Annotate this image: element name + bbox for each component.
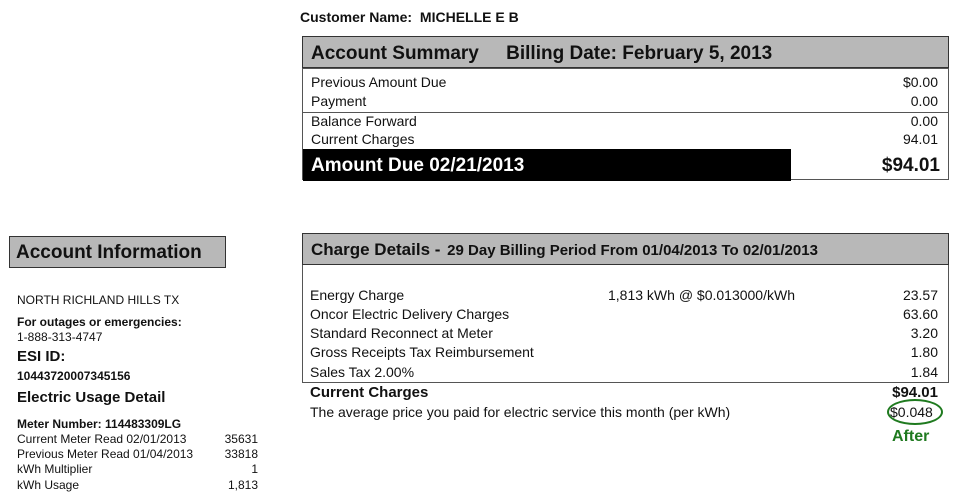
meter-row bbox=[17, 432, 258, 447]
average-price-text: The average price you paid for electric service this month (per kWh) bbox=[310, 404, 731, 420]
summary-row-value: 0.00 bbox=[910, 113, 938, 129]
meter-row bbox=[17, 447, 258, 462]
account-summary-title: Account Summary bbox=[311, 43, 479, 64]
outage-label: For outages or emergencies: bbox=[17, 315, 182, 329]
amount-due-value: $94.01 bbox=[881, 155, 940, 176]
meter-row-value: 1 bbox=[251, 462, 258, 476]
charge-row-value: 1.80 bbox=[910, 344, 938, 360]
service-city: NORTH RICHLAND HILLS TX bbox=[17, 293, 180, 307]
after-annotation: After bbox=[892, 428, 930, 445]
meter-row-value: 35631 bbox=[224, 432, 258, 446]
summary-row-value: $0.00 bbox=[902, 74, 938, 90]
current-charges-value: $94.01 bbox=[892, 384, 938, 401]
meter-row-label: Current Meter Read 02/01/2013 bbox=[17, 432, 187, 446]
charge-row-label: Sales Tax 2.00% bbox=[310, 364, 415, 380]
billing-date: Billing Date: February 5, 2013 bbox=[506, 43, 773, 64]
charge-details-title: Charge Details - bbox=[311, 240, 441, 259]
charge-row-label: Oncor Electric Delivery Charges bbox=[310, 306, 510, 322]
esi-id-value: 10443720007345156 bbox=[17, 369, 131, 383]
customer-name-value: MICHELLE E B bbox=[419, 9, 519, 25]
customer-name bbox=[300, 9, 519, 25]
current-charges-total bbox=[310, 384, 938, 401]
current-charges-label: Current Charges bbox=[310, 384, 429, 401]
summary-row-label: Current Charges bbox=[311, 131, 415, 147]
account-summary-header bbox=[302, 36, 949, 68]
charge-row-label: Energy Charge bbox=[310, 287, 405, 303]
meter-row-label: kWh Multiplier bbox=[17, 462, 93, 476]
average-price-value: $0.048 bbox=[890, 404, 933, 420]
charge-row-value: 1.84 bbox=[910, 364, 938, 380]
summary-row bbox=[311, 113, 938, 132]
summary-row bbox=[311, 74, 938, 93]
summary-row-value: 94.01 bbox=[902, 131, 938, 147]
account-information-header: Account Information bbox=[9, 236, 226, 268]
meter-number-label: Meter Number: bbox=[17, 417, 102, 431]
charge-row bbox=[310, 364, 938, 383]
charge-row bbox=[310, 325, 938, 344]
billing-period: 29 Day Billing Period From 01/04/2013 To 02/01/2013 bbox=[447, 242, 818, 259]
amount-due-label: Amount Due 02/21/2013 bbox=[303, 149, 791, 181]
charge-row-value: 3.20 bbox=[910, 325, 938, 341]
meter-row-label: Previous Meter Read 01/04/2013 bbox=[17, 447, 194, 461]
charge-row bbox=[310, 306, 938, 325]
customer-name-label: Customer Name: bbox=[300, 9, 413, 25]
meter-number-value: 114483309LG bbox=[105, 417, 182, 431]
meter-row-value: 1,813 bbox=[227, 478, 258, 492]
charge-row-detail: 1,813 kWh @ $0.013000/kWh bbox=[608, 287, 795, 303]
charge-row-label: Standard Reconnect at Meter bbox=[310, 325, 493, 341]
charge-row bbox=[310, 344, 938, 363]
summary-row-label: Balance Forward bbox=[311, 113, 417, 129]
summary-row bbox=[311, 93, 938, 112]
summary-row-label: Payment bbox=[311, 93, 367, 109]
summary-row-label: Previous Amount Due bbox=[311, 74, 447, 90]
meter-row-label: kWh Usage bbox=[17, 478, 80, 492]
charge-row-value: 63.60 bbox=[902, 306, 938, 322]
summary-row-value: 0.00 bbox=[910, 93, 938, 109]
usage-detail-title: Electric Usage Detail bbox=[17, 389, 166, 406]
charge-details-header bbox=[302, 233, 949, 265]
charge-row bbox=[310, 287, 938, 306]
meter-row bbox=[17, 478, 258, 493]
outage-phone: 1-888-313-4747 bbox=[17, 330, 103, 344]
meter-row bbox=[17, 462, 258, 477]
meter-row-value: 33818 bbox=[224, 447, 258, 461]
charge-row-label: Gross Receipts Tax Reimbursement bbox=[310, 344, 534, 360]
summary-row bbox=[311, 131, 938, 150]
meter-number bbox=[17, 417, 181, 431]
account-summary-table bbox=[302, 68, 949, 180]
charge-row-value: 23.57 bbox=[902, 287, 938, 303]
esi-id-label: ESI ID: bbox=[17, 348, 66, 365]
